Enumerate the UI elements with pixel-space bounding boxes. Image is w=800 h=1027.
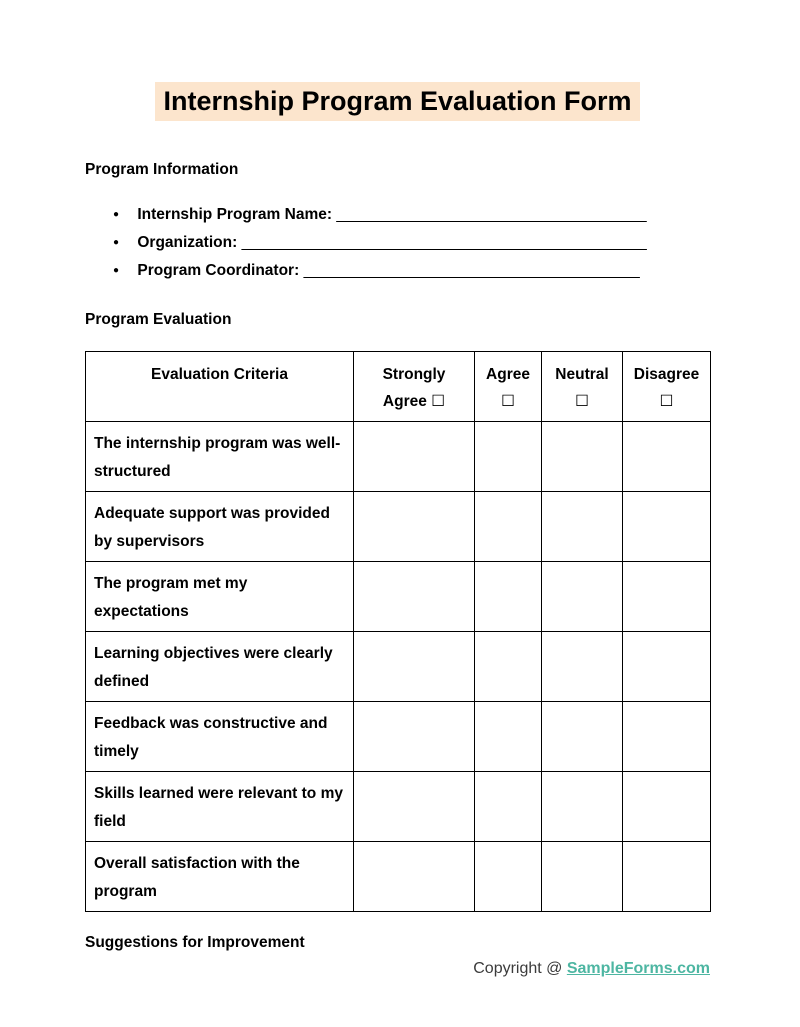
answer-cell-neutral	[542, 492, 623, 562]
answer-cell-strongly-agree	[354, 702, 475, 772]
answer-cell-strongly-agree	[354, 842, 475, 912]
criteria-cell: Adequate support was provided by supervisors	[86, 492, 354, 562]
field-label: Organization:	[137, 234, 238, 252]
section-program-information: Program Information	[85, 161, 239, 179]
answer-cell-neutral	[542, 772, 623, 842]
answer-cell-strongly-agree	[354, 492, 475, 562]
answer-cell-disagree	[623, 422, 711, 492]
copyright-text: Copyright @	[473, 960, 567, 977]
header-evaluation-criteria	[86, 352, 354, 422]
criteria-cell: The internship program was well-structured	[86, 422, 354, 492]
field-label: Program Coordinator:	[137, 262, 300, 280]
criteria-cell: Overall satisfaction with the program	[86, 842, 354, 912]
field-program-coordinator	[113, 257, 710, 285]
table-header-row	[86, 352, 711, 422]
checkbox-icon: ☐	[501, 393, 515, 411]
page-title-text: Internship Program Evaluation Form	[155, 82, 639, 121]
criteria-cell: Skills learned were relevant to my field	[86, 772, 354, 842]
header-agree	[475, 352, 542, 422]
header-strongly-agree	[354, 352, 475, 422]
header-label: Neutral	[555, 366, 609, 384]
table-row	[86, 772, 711, 842]
header-neutral	[542, 352, 623, 422]
answer-cell-agree	[475, 492, 542, 562]
answer-cell-neutral	[542, 632, 623, 702]
section-suggestions: Suggestions for Improvement	[85, 934, 305, 952]
checkbox-icon: ☐	[575, 393, 589, 411]
sampleforms-link[interactable]: SampleForms.com	[566, 960, 710, 977]
criteria-cell: Learning objectives were clearly defined	[86, 632, 354, 702]
answer-cell-neutral	[542, 562, 623, 632]
criteria-cell: Feedback was constructive and timely	[86, 702, 354, 772]
answer-cell-agree	[475, 772, 542, 842]
table-row	[86, 492, 711, 562]
table-row	[86, 422, 711, 492]
answer-cell-disagree	[623, 562, 711, 632]
answer-cell-agree	[475, 422, 542, 492]
answer-cell-disagree	[623, 842, 711, 912]
answer-cell-strongly-agree	[354, 772, 475, 842]
table-row	[86, 842, 711, 912]
answer-cell-strongly-agree	[354, 422, 475, 492]
checkbox-icon: Agree ☐	[382, 393, 446, 411]
coordinator-blank: _______________________________________	[303, 262, 640, 280]
answer-cell-agree	[475, 632, 542, 702]
organization-blank: _______________________________________________	[241, 234, 647, 252]
evaluation-table	[85, 351, 711, 912]
header-disagree	[623, 352, 711, 422]
table-row	[86, 632, 711, 702]
section-program-evaluation: Program Evaluation	[85, 311, 232, 329]
answer-cell-strongly-agree	[354, 562, 475, 632]
answer-cell-neutral	[542, 702, 623, 772]
answer-cell-neutral	[542, 842, 623, 912]
header-checkbox-line	[86, 388, 353, 415]
answer-cell-agree	[475, 702, 542, 772]
program-information-fields	[113, 201, 710, 285]
answer-cell-neutral	[542, 422, 623, 492]
checkbox-icon: ☐	[659, 393, 674, 411]
page-title	[85, 82, 710, 121]
field-label: Internship Program Name:	[137, 206, 333, 224]
criteria-cell: The program met my expectations	[86, 562, 354, 632]
footer	[473, 960, 710, 978]
field-internship-program-name	[113, 201, 710, 229]
answer-cell-agree	[475, 562, 542, 632]
header-label: Strongly	[382, 366, 446, 384]
answer-cell-disagree	[623, 492, 711, 562]
table-row	[86, 702, 711, 772]
table-row	[86, 562, 711, 632]
answer-cell-disagree	[623, 632, 711, 702]
program-name-blank: ____________________________________	[336, 206, 647, 224]
answer-cell-strongly-agree	[354, 632, 475, 702]
answer-cell-agree	[475, 842, 542, 912]
answer-cell-disagree	[623, 702, 711, 772]
header-label: Disagree	[633, 366, 700, 384]
header-label: Agree	[486, 366, 530, 384]
header-label: Evaluation Criteria	[151, 366, 288, 384]
field-organization	[113, 229, 710, 257]
answer-cell-disagree	[623, 772, 711, 842]
